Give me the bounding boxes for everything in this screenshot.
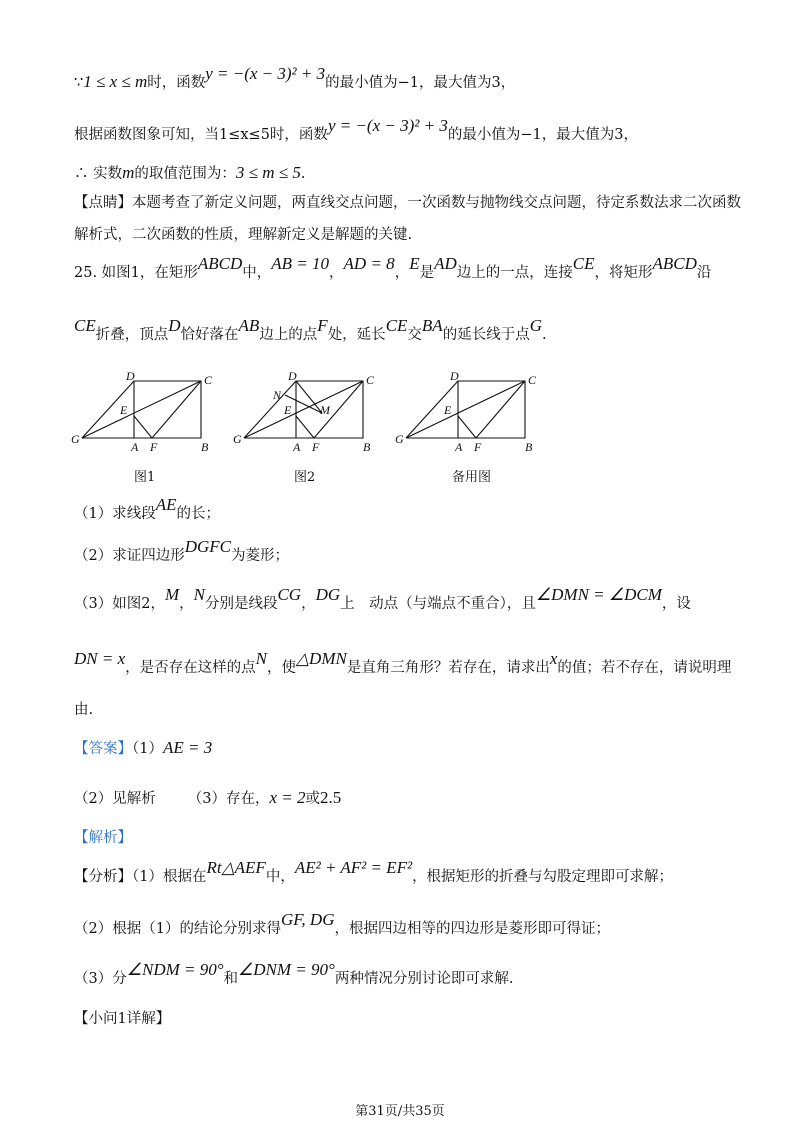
text: 沿 [696, 265, 712, 281]
math: DG [315, 585, 341, 604]
analysis-2 [74, 910, 610, 939]
line-3 [74, 163, 305, 184]
math: ∠NDM = 90° [126, 960, 224, 979]
text: 中， [265, 869, 295, 885]
text: 恰好落在 [180, 327, 239, 343]
text: ，设 [661, 596, 691, 612]
segment-fc [152, 381, 201, 438]
text: 或 [305, 791, 320, 807]
math: N [193, 585, 205, 604]
rectangle-abcd [458, 381, 525, 438]
text: 25. 如图1，在矩形 [74, 265, 198, 281]
text: 上 动点（与端点不重合），且 [340, 596, 536, 612]
text: 边上的点 [259, 327, 318, 343]
math: ∠DNM = 90° [238, 960, 335, 979]
text: （3）存在， [187, 791, 270, 807]
label-g: G [395, 432, 404, 446]
figure-2 [230, 368, 380, 458]
because-symbol: ∵ [74, 75, 84, 91]
text: 的取值范围为： [134, 166, 236, 182]
math: N [255, 649, 267, 668]
text: 的长； [176, 506, 221, 522]
math: AE = 3 [162, 738, 213, 757]
rectangle-abcd [134, 381, 201, 438]
label-n: N [273, 388, 282, 402]
segment-ef [134, 416, 152, 438]
text: （2）求证四边形 [74, 548, 185, 564]
text: ∴ 实数 [74, 166, 123, 182]
label-b: B [363, 440, 371, 454]
label-c: C [204, 373, 213, 387]
text: ， [179, 596, 194, 612]
text: （3）分 [74, 971, 127, 987]
label-e: E [284, 403, 292, 417]
math: x [549, 649, 558, 668]
math: DGFC [184, 537, 232, 556]
text: （1） [132, 741, 163, 757]
math: AE [155, 495, 177, 514]
caption-figure-2: 图2 [294, 470, 316, 485]
label-e: E [444, 403, 452, 417]
answer-line-2 [74, 788, 341, 809]
label-a: A [455, 440, 463, 454]
text: ，是否存在这样的点 [125, 660, 256, 676]
math: CE [74, 316, 96, 335]
label-m: M [320, 403, 330, 417]
answer-label: 【答案】 [74, 741, 132, 757]
text: 的延长线于点 [442, 327, 530, 343]
math: M [164, 585, 180, 604]
math: AB = 10 [271, 254, 330, 273]
question-1 [74, 495, 221, 524]
math: E [409, 254, 420, 273]
text: ，将矩形 [594, 265, 653, 281]
text: 交 [407, 327, 422, 343]
subquestion-1-heading: 【小问1详解】 [74, 1011, 171, 1027]
text: 处，延长 [327, 327, 386, 343]
text: 是 [419, 265, 435, 281]
math: AD [434, 254, 457, 273]
answer-line [74, 738, 212, 759]
math: CG [277, 585, 302, 604]
label-e: E [120, 403, 128, 417]
label-c: C [366, 373, 375, 387]
text: ， [301, 596, 316, 612]
text: 的最小值为−1，最大值为3， [447, 127, 638, 143]
figure-backup [392, 368, 542, 458]
question-3-line-3: 由. [74, 702, 94, 718]
segment-fc [476, 381, 525, 438]
math: AD = 8 [343, 254, 395, 273]
math: Rt△AEF [206, 858, 266, 877]
text: 折叠，顶点 [95, 327, 169, 343]
jiexi-label: 【解析】 [74, 830, 132, 846]
math: G [529, 316, 542, 335]
label-a: A [293, 440, 301, 454]
caption-figure-backup: 备用图 [452, 470, 492, 485]
label-g: G [233, 432, 242, 446]
math-range: 1 ≤ x ≤ m [83, 72, 148, 91]
text: . [541, 327, 547, 343]
math: △DMN [295, 649, 347, 668]
label-d: D [288, 369, 297, 383]
label-c: C [528, 373, 537, 387]
text: 时，函数 [147, 75, 206, 91]
text: ， [394, 265, 410, 281]
text: （3）如图2， [74, 596, 165, 612]
analysis-3 [74, 960, 514, 989]
text: 的值；若不存在，请说明理 [557, 660, 732, 676]
label-g: G [71, 432, 80, 446]
text: （2）见解析 [74, 791, 156, 807]
math: 2.5 [320, 788, 342, 807]
caption-figure-1: 图1 [134, 470, 156, 485]
math: BA [421, 316, 443, 335]
math: ABCD [197, 254, 243, 273]
math: AE² + AF² = EF² [294, 858, 413, 877]
label-f: F [312, 440, 320, 454]
problem-25-line-2 [74, 316, 547, 345]
segment-gc [406, 381, 525, 438]
text: . [300, 166, 306, 182]
math-function: y = −(x − 3)² + 3 [205, 64, 326, 83]
text: 为菱形； [231, 548, 290, 564]
math: ∠DMN = ∠DCM [535, 585, 662, 604]
math: 3 ≤ m ≤ 5 [235, 163, 301, 182]
line-1 [74, 64, 516, 93]
text: ，使 [266, 660, 296, 676]
text: 分别是线段 [204, 596, 278, 612]
question-2 [74, 537, 290, 566]
text: 根据函数图象可知，当1≤x≤5时，函数 [74, 127, 328, 143]
dianjing-line-2: 解析式，二次函数的性质，理解新定义是解题的关键. [74, 227, 413, 243]
label-d: D [450, 369, 459, 383]
problem-25-line-1 [74, 254, 712, 283]
text: （2）根据（1）的结论分别求得 [74, 921, 281, 937]
segment-dm [296, 381, 322, 413]
segment-ef [458, 416, 476, 438]
math: AB [238, 316, 260, 335]
math: CE [385, 316, 408, 335]
text: 边上的一点，连接 [456, 265, 573, 281]
math: D [168, 316, 181, 335]
figure-1 [68, 368, 218, 458]
math: ABCD [652, 254, 697, 273]
math: GF, DG [280, 910, 335, 929]
question-3-line-2 [74, 649, 732, 678]
label-b: B [525, 440, 533, 454]
label-d: D [126, 369, 135, 383]
math: m [122, 163, 135, 182]
text: 中， [242, 265, 272, 281]
text: 的最小值为−1，最大值为3， [325, 75, 516, 91]
text: （1）求线段 [74, 506, 156, 522]
text: ，根据四边相等的四边形是菱形即可得证； [334, 921, 610, 937]
question-3 [74, 585, 691, 614]
math-function: y = −(x − 3)² + 3 [327, 116, 448, 135]
label-a: A [131, 440, 139, 454]
text: ，根据矩形的折叠与勾股定理即可求解； [412, 869, 674, 885]
segment-gc [82, 381, 201, 438]
label-f: F [474, 440, 482, 454]
dianjing-line: 【点睛】本题考查了新定义问题，两直线交点问题，一次函数与抛物线交点问题，待定系数法求二次函数 [74, 195, 741, 211]
analysis-1 [74, 858, 674, 887]
text: 【分析】（1）根据在 [74, 869, 207, 885]
label-b: B [201, 440, 209, 454]
math: x = 2 [269, 788, 306, 807]
label-f: F [150, 440, 158, 454]
text: 两种情况分别讨论即可求解. [334, 971, 514, 987]
math: CE [572, 254, 595, 273]
segment-ef [296, 416, 314, 438]
line-2 [74, 116, 638, 145]
text: ， [329, 265, 344, 281]
text: 和 [223, 971, 239, 987]
math: DN = x [74, 649, 126, 668]
page-number: 第31页/共35页 [355, 1104, 445, 1119]
math: F [317, 316, 328, 335]
text: 是直角三角形？若存在，请求出 [346, 660, 550, 676]
